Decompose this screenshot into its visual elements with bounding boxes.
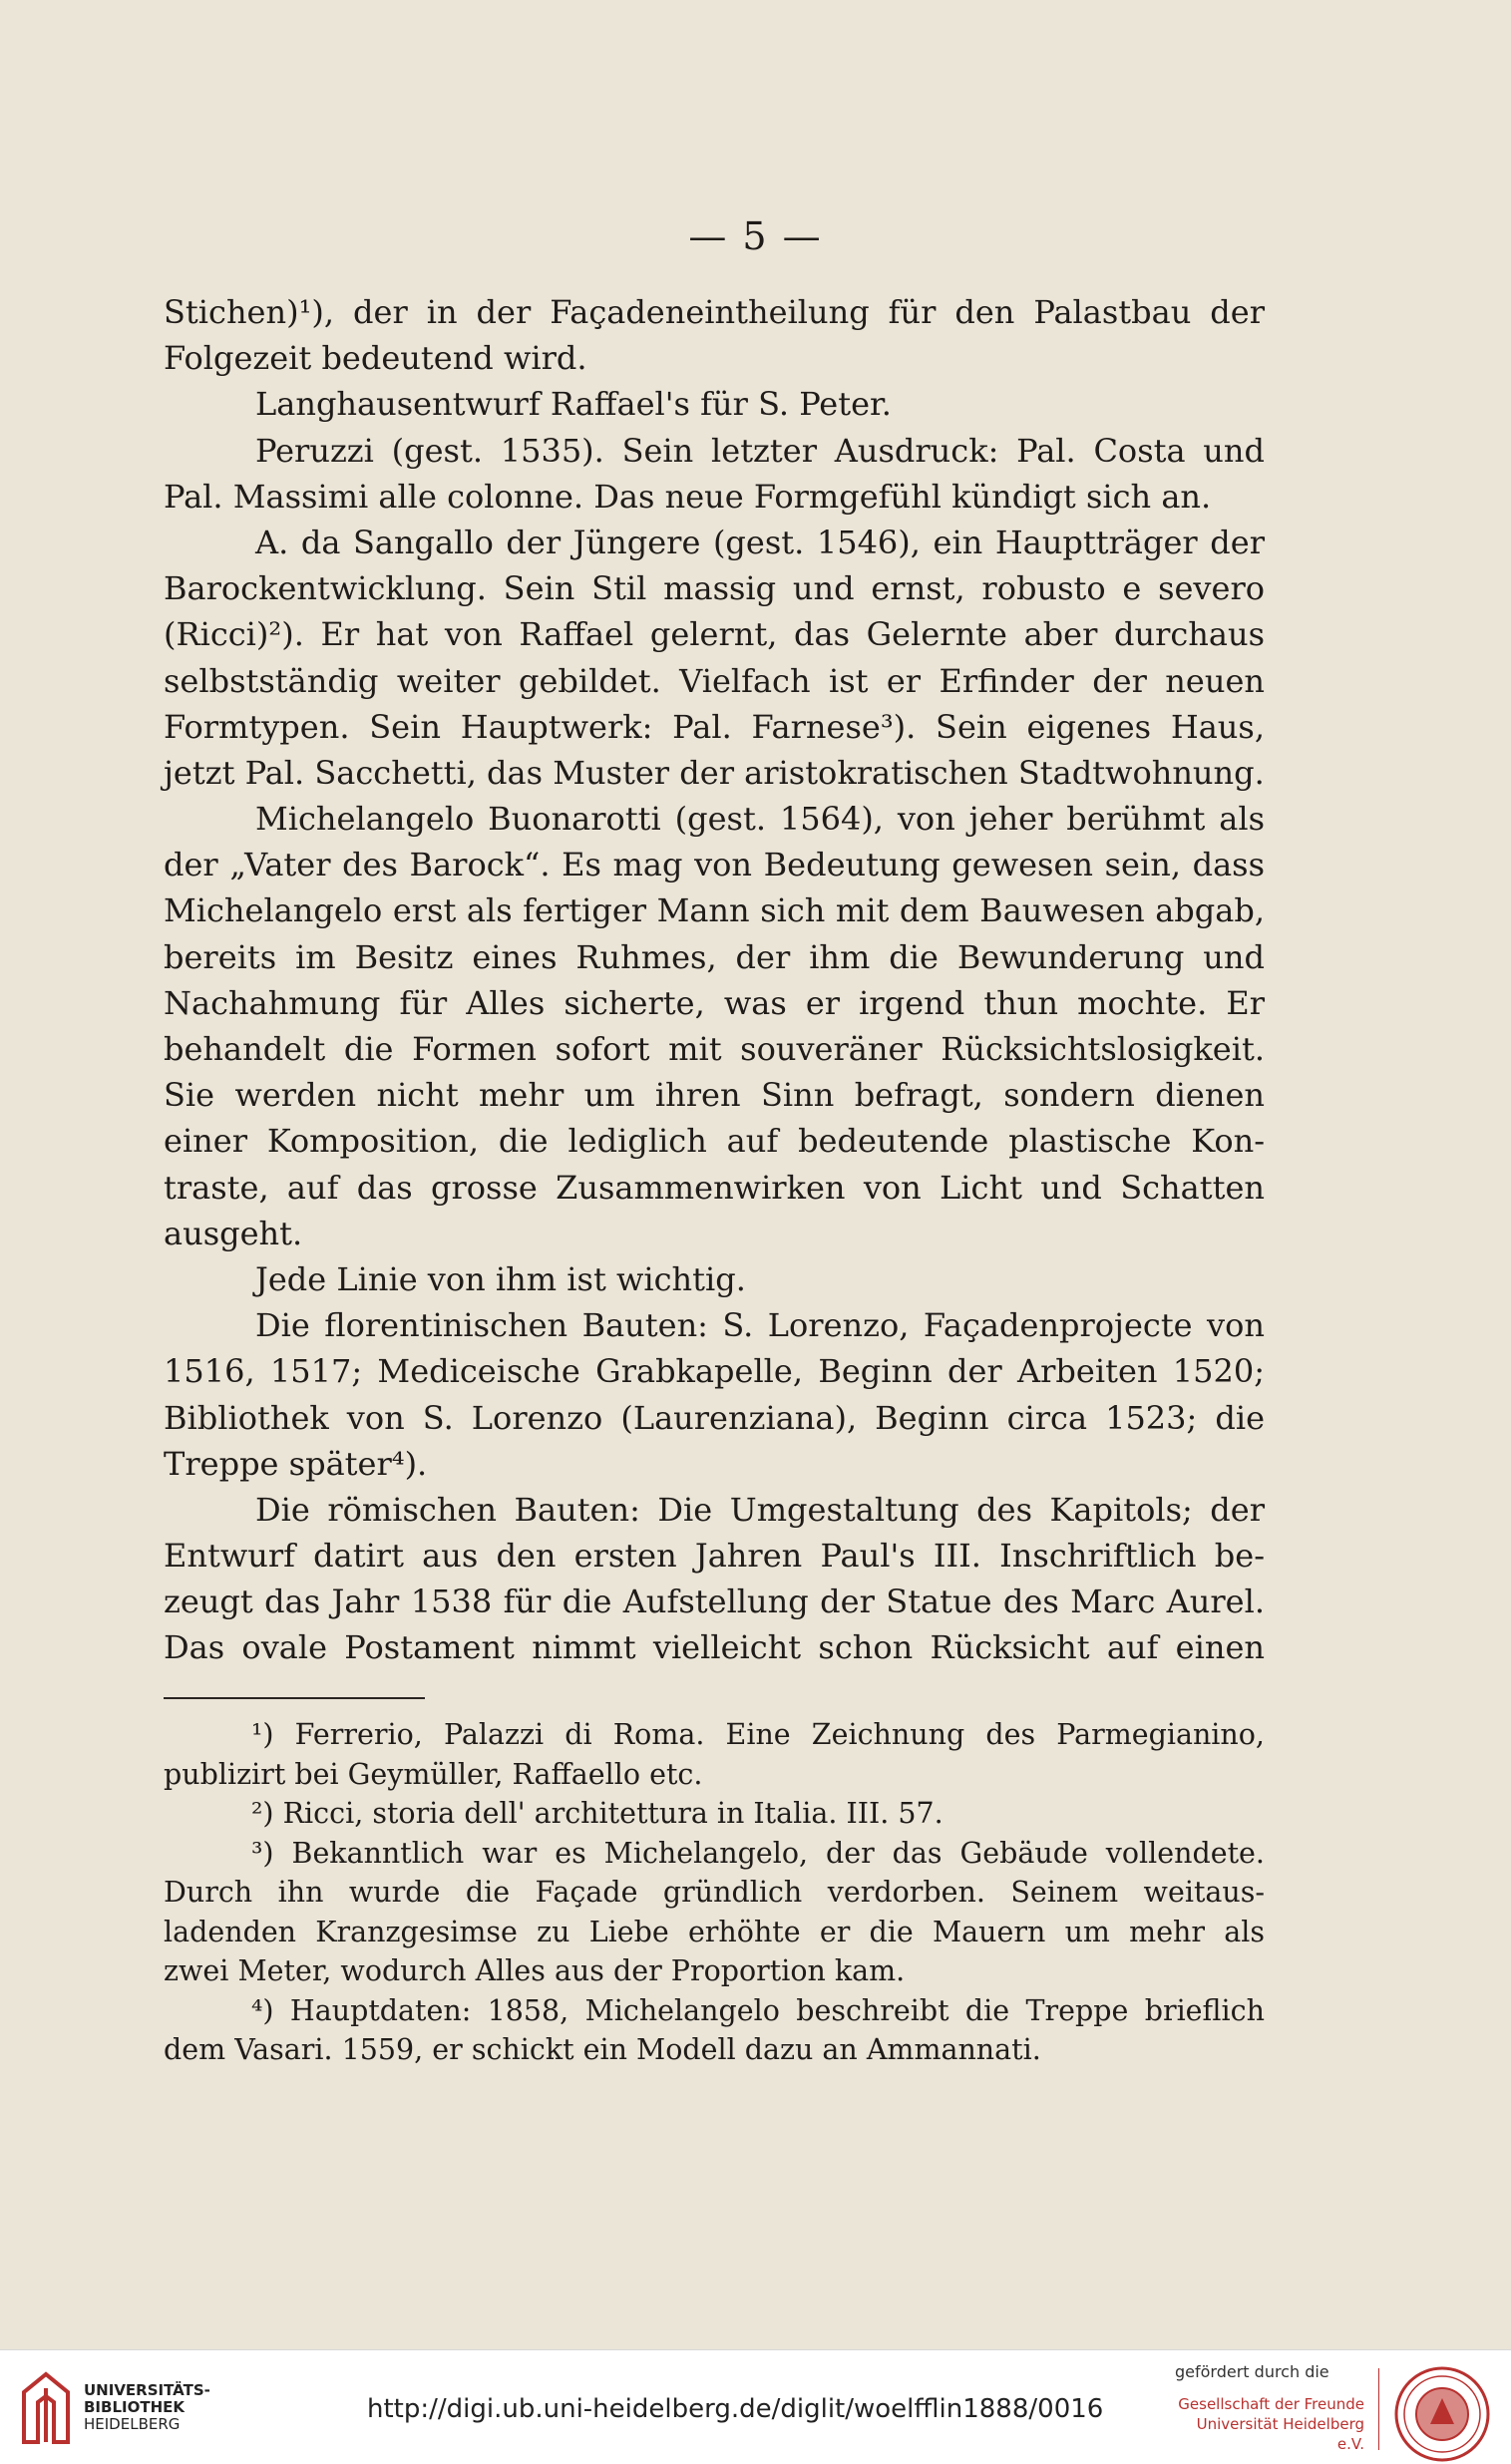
footnote-line: ¹) Ferrerio, Palazzi di Roma. Eine Zeichnung des Parmegianino, <box>251 1718 1265 1751</box>
page-number: — 5 — <box>688 214 823 258</box>
footnote-line: ²) Ricci, storia dell' architettura in Italia. III. 57. <box>251 1797 944 1830</box>
text-line: Die florentinischen Bauten: S. Lorenzo, Façadenprojecte von <box>255 1306 1265 1345</box>
text-line: Barockentwicklung. Sein Stil massig und ernst, robusto e severo <box>164 569 1265 608</box>
text-line: Michelangelo Buonarotti (gest. 1564), von jeher berühmt als <box>255 800 1265 839</box>
text-line: Jede Linie von ihm ist wichtig. <box>255 1259 746 1298</box>
funder-name-line2: Universität Heidelberg e.V. <box>1196 2415 1364 2453</box>
library-name-line1: UNIVERSITÄTS- <box>84 2381 210 2399</box>
university-seal-icon <box>1392 2364 1492 2464</box>
footnote-line: ³) Bekanntlich war es Michelangelo, der das Gebäude vollendete. <box>251 1836 1265 1870</box>
text-line: einer Komposition, die lediglich auf bedeutende plastische Kon- <box>164 1122 1265 1161</box>
funded-by-label: gefördert durch die <box>1175 2362 1329 2381</box>
text-line: Entwurf datirt aus den ersten Jahren Paul's III. Inschriftlich be- <box>164 1537 1265 1576</box>
text-line: traste, auf das grosse Zusammenwirken von Licht und Schatten <box>164 1168 1265 1207</box>
library-name-line2: BIBLIOTHEK <box>84 2398 185 2416</box>
library-name <box>84 2382 210 2433</box>
footnotes <box>164 1715 1265 2070</box>
library-logo-icon <box>16 2370 76 2446</box>
footnote-line: dem Vasari. 1559, er schickt ein Modell dazu an Ammannati. <box>164 2033 1041 2066</box>
text-line: 1516, 1517; Mediceische Grabkapelle, Beginn der Arbeiten 1520; <box>164 1352 1265 1391</box>
text-line: Sie werden nicht mehr um ihren Sinn befragt, sondern dienen <box>164 1076 1265 1115</box>
text-line: bereits im Besitz eines Ruhmes, der ihm die Bewunderung und <box>164 937 1265 976</box>
permalink[interactable]: http://digi.ub.uni-heidelberg.de/diglit/woelfflin1888/0016 <box>367 2394 1104 2424</box>
footnote-line: ladenden Kranzgesimse zu Liebe erhöhte er die Mauern um mehr als <box>164 1915 1265 1948</box>
text-line: Bibliothek von S. Lorenzo (Laurenziana), Beginn circa 1523; die <box>164 1398 1265 1437</box>
text-line: Nachahmung für Alles sicherte, was er irgend thun mochte. Er <box>164 983 1265 1022</box>
text-line: Folgezeit bedeutend wird. <box>164 339 587 378</box>
digitization-footer <box>0 2349 1511 2464</box>
footnote-line: Durch ihn wurde die Façade gründlich verdorben. Seinem weitaus- <box>164 1876 1265 1909</box>
text-line: Michelangelo erst als fertiger Mann sich mit dem Bauwesen abgab, <box>164 891 1265 930</box>
text-line: Treppe später⁴). <box>164 1444 428 1483</box>
footnote-line: zwei Meter, wodurch Alles aus der Proportion kam. <box>164 1954 906 1987</box>
text-line: Peruzzi (gest. 1535). Sein letzter Ausdruck: Pal. Costa und <box>255 431 1265 470</box>
text-line: Das ovale Postament nimmt vielleicht schon Rücksicht auf einen <box>164 1628 1265 1667</box>
funder-name-line1: Gesellschaft der Freunde <box>1178 2395 1364 2413</box>
text-line: A. da Sangallo der Jüngere (gest. 1546), ein Hauptträger der <box>255 523 1265 561</box>
text-line: selbstständig weiter gebildet. Vielfach ist er Erfinder der neuen <box>164 661 1265 700</box>
text-line: Die römischen Bauten: Die Umgestaltung des Kapitols; der <box>255 1490 1265 1529</box>
footnote-rule <box>164 1697 425 1699</box>
text-line: jetzt Pal. Sacchetti, das Muster der aristokratischen Stadtwohnung. <box>164 753 1265 792</box>
text-line: Stichen)¹), der in der Façadeneintheilung für den Palastbau der <box>164 293 1265 331</box>
text-line: (Ricci)²). Er hat von Raffael gelernt, das Gelernte aber durchaus <box>164 615 1265 654</box>
text-line: Formtypen. Sein Hauptwerk: Pal. Farnese³). Sein eigenes Haus, <box>164 707 1265 746</box>
footnote-line: ⁴) Hauptdaten: 1858, Michelangelo beschreibt die Treppe brieflich <box>251 1993 1265 2027</box>
text-line: Pal. Massimi alle colonne. Das neue Formgefühl kündigt sich an. <box>164 477 1212 516</box>
text-line: ausgeht. <box>164 1214 303 1252</box>
funder-name <box>1175 2394 1364 2454</box>
footnote-line: publizirt bei Geymüller, Raffaello etc. <box>164 1757 703 1791</box>
text-line: zeugt das Jahr 1538 für die Aufstellung der Statue des Marc Aurel. <box>164 1583 1265 1621</box>
library-name-line3: HEIDELBERG <box>84 2415 181 2433</box>
text-line: behandelt die Formen sofort mit souveräner Rücksichtslosigkeit. <box>164 1030 1265 1068</box>
footer-divider <box>1378 2368 1379 2450</box>
body-text <box>164 289 1265 1671</box>
text-line: der „Vater des Barock“. Es mag von Bedeutung gewesen sein, dass <box>164 846 1265 884</box>
text-line: Langhausentwurf Raffael's für S. Peter. <box>255 385 892 424</box>
